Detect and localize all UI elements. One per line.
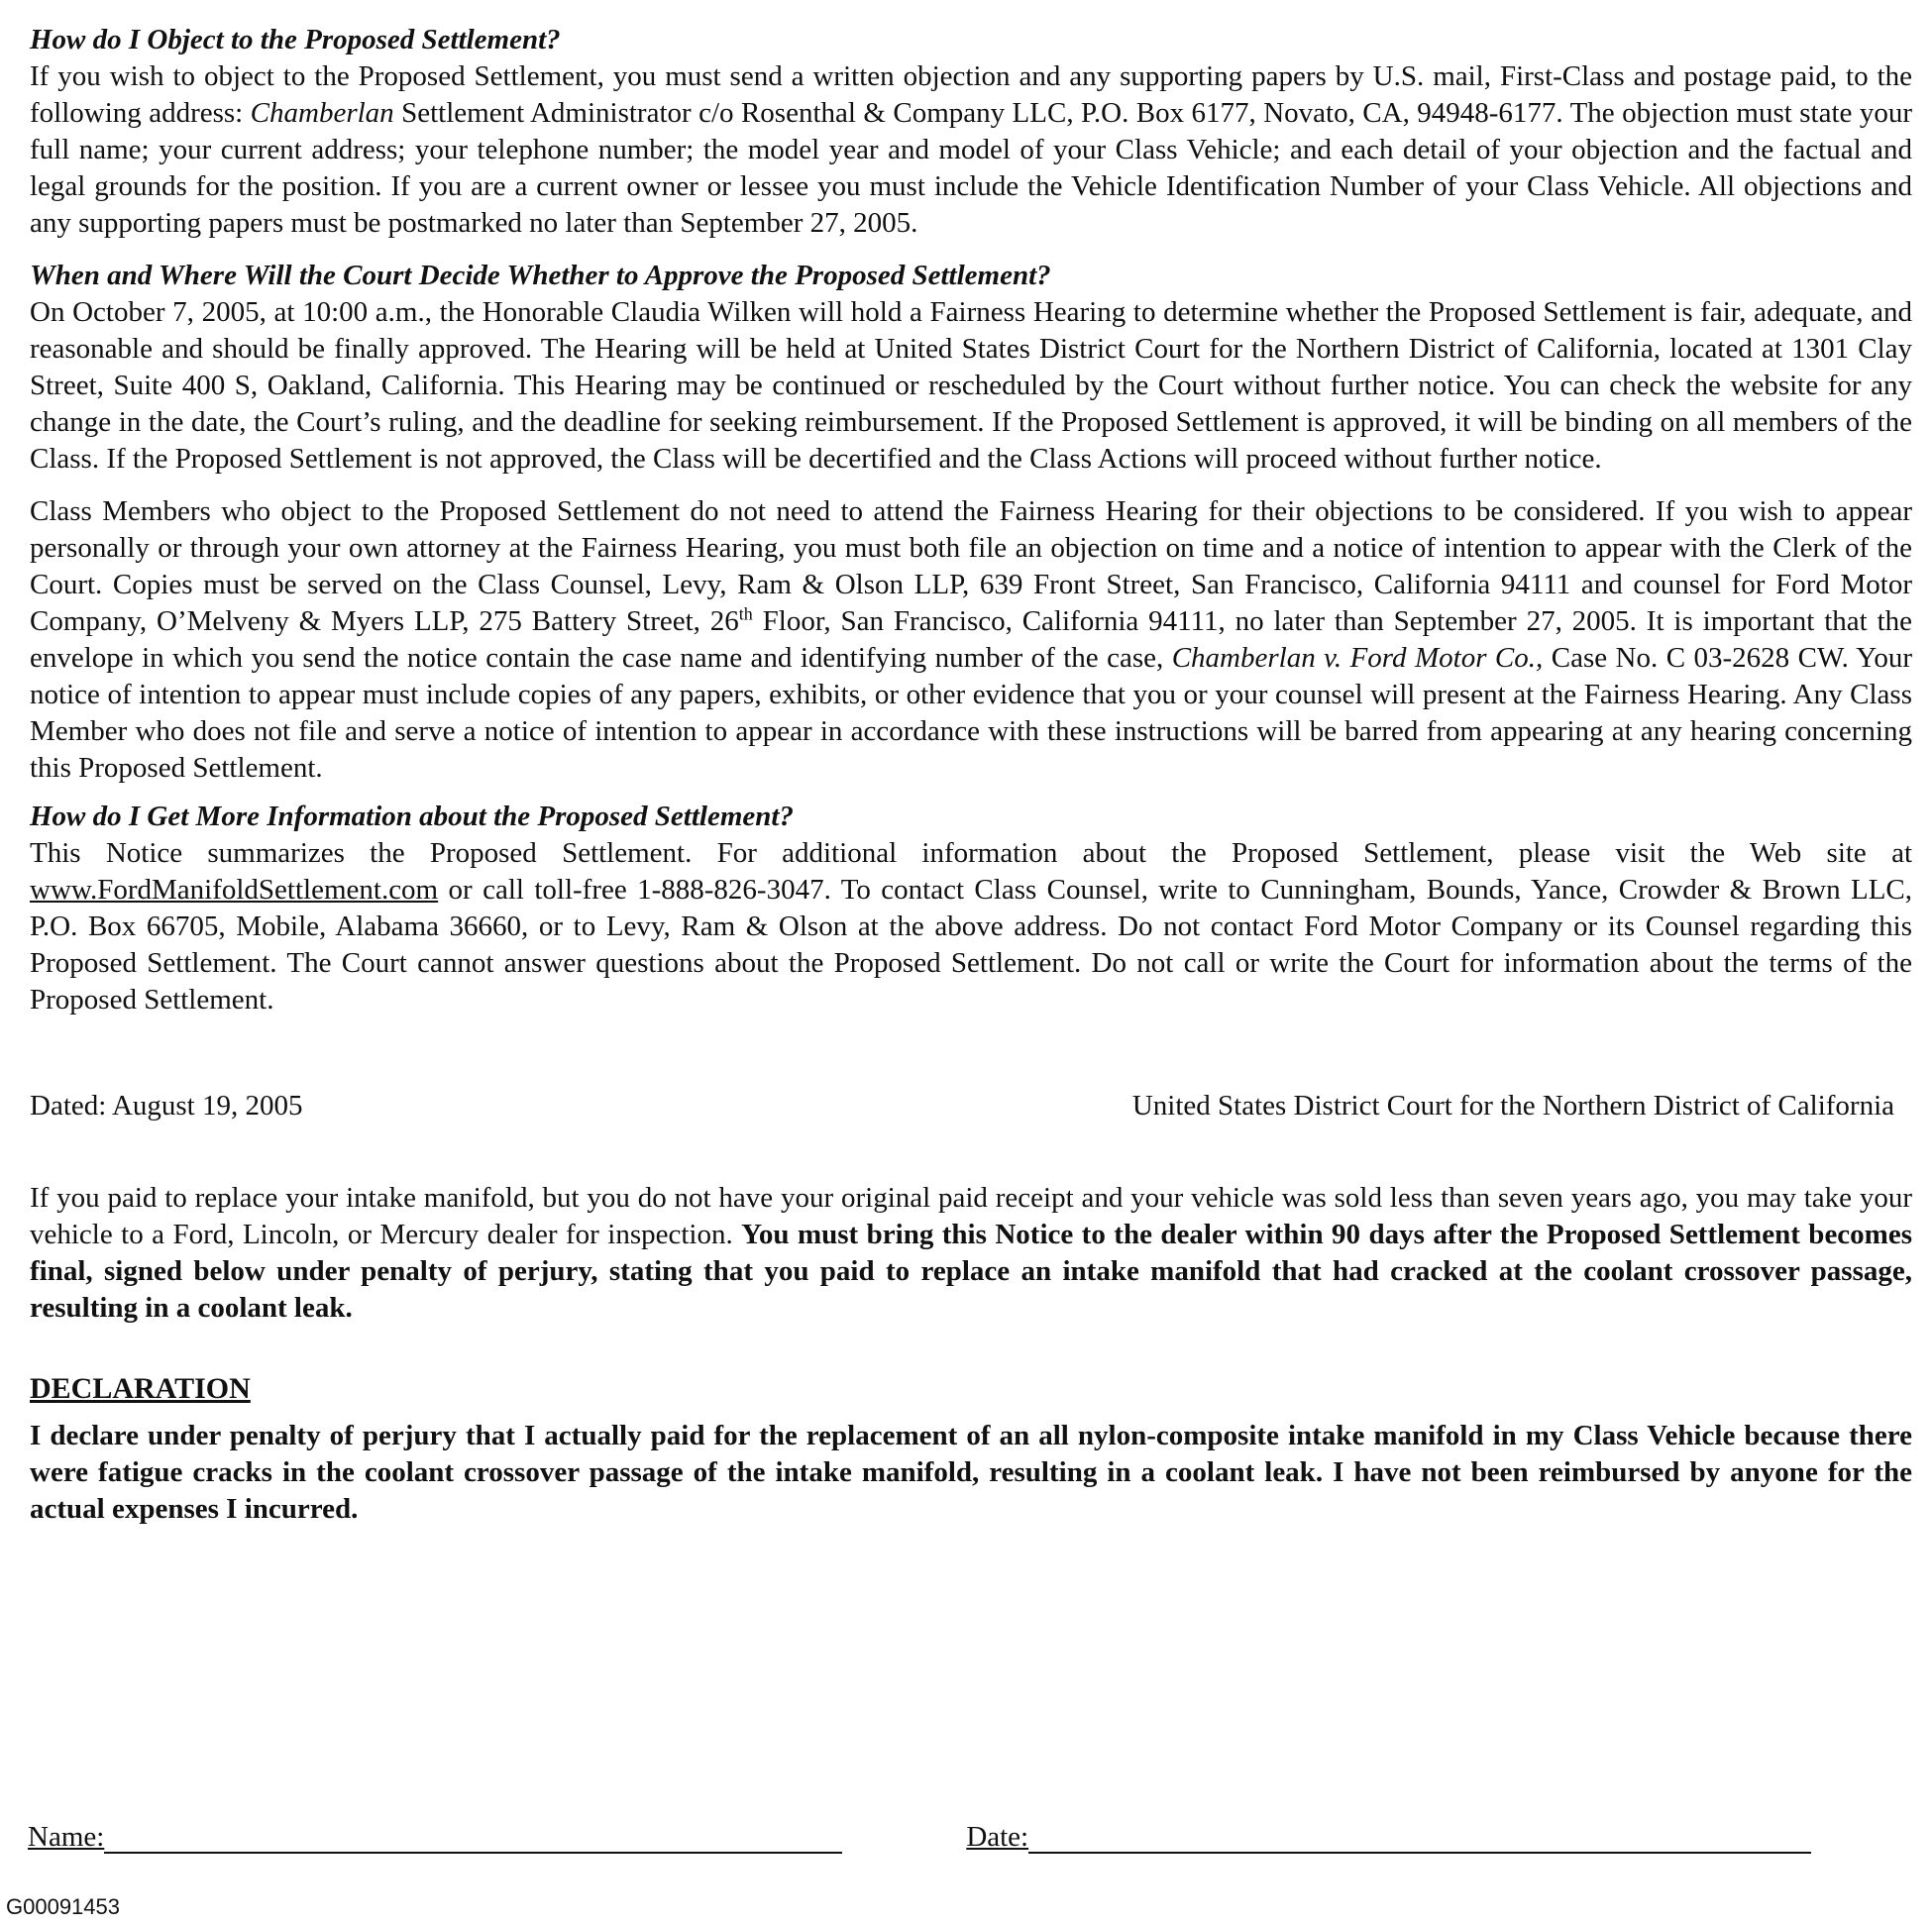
settlement-website-link[interactable]: www.FordManifoldSettlement.com: [30, 874, 439, 906]
court-name: United States District Court for the Northern District of California: [1131, 1090, 1894, 1122]
date-signature-field[interactable]: [966, 1821, 1811, 1854]
declaration-title: DECLARATION: [30, 1372, 251, 1405]
object-paragraph: If you wish to object to the Proposed Settlement, you must send a written objection and any supporting papers by U.S. mail, First-Class and postage paid, to the following address: Chamberlan Settlement Administrator c/o Rosenthal & Company LLC, P.O. Box 6177, Novato, CA, 94948-6177. The objection must state your full name; your current address; your telephone number; the model year and model of your Class Vehicle; and each detail of your objection and the factual and legal grounds for the position. If you are a current owner or lessee you must include the Vehicle Identification Number of your Class Vehicle. All objections and any supporting papers must be postmarked no later than September 27, 2005.: [30, 60, 1912, 239]
declaration-body: I declare under penalty of perjury that I actually paid for the replacement of an all nylon-composite intake manifold in my Class Vehicle because there were fatigue cracks in the coolant crossover passage of the intake manifold, resulting in a coolant leak. I have not been reimbursed by anyone for the actual expenses I incurred.: [30, 1420, 1912, 1525]
name-line[interactable]: [104, 1822, 842, 1854]
object-heading: How do I Object to the Proposed Settlement?: [30, 24, 561, 55]
name-signature-field[interactable]: [28, 1821, 842, 1854]
document-id: G00091453: [6, 1894, 120, 1919]
notice-page: [30, 22, 1912, 1528]
dated-text: Dated: August 19, 2005: [30, 1090, 303, 1122]
date-line[interactable]: [1028, 1822, 1811, 1854]
info-paragraph: This Notice summarizes the Proposed Settlement. For additional information about the Proposed Settlement, please visit the Web site at www.FordManifoldSettlement.com or call toll-free 1-888-826-3047. To contact Class Counsel, write to Cunningham, Bounds, Yance, Crowder & Brown LLC, P.O. Box 66705, Mobile, Alabama 36660, or to Levy, Ram & Olson at the above address. Do not contact Ford Motor Company or its Counsel regarding this Proposed Settlement. The Court cannot answer questions about the Proposed Settlement. Do not call or write the Court for information about the terms of the Proposed Settlement.: [30, 837, 1912, 1016]
signature-row: [28, 1821, 1771, 1854]
hearing-paragraph-2: Class Members who object to the Proposed Settlement do not need to attend the Fairness Hearing for their objections to be considered. If you wish to appear personally or through your own attorney at the Fairness Hearing, you must both file an objection on time and a notice of intention to appear with the Clerk of the Court. Copies must be served on the Class Counsel, Levy, Ram & Olson LLP, 639 Front Street, San Francisco, California 94111 and counsel for Ford Motor Company, O’Melveny & Myers LLP, 275 Battery Street, 26th Floor, San Francisco, California 94111, no later than September 27, 2005. It is important that the envelope in which you send the notice contain the case name and identifying number of the case, Chamberlan v. Ford Motor Co., Case No. C 03-2628 CW. Your notice of intention to appear must include copies of any papers, exhibits, or other evidence that you or your counsel will present at the Fairness Hearing. Any Class Member who does not file and serve a notice of intention to appear in accordance with these instructions will be barred from appearing at any hearing concerning this Proposed Settlement.: [30, 495, 1913, 784]
dated-row: [30, 1088, 1912, 1124]
info-heading: How do I Get More Information about the Proposed Settlement?: [30, 801, 794, 832]
hearing-heading: When and Where Will the Court Decide Whether to Approve the Proposed Settlement?: [30, 260, 1051, 291]
date-label: Date:: [966, 1821, 1029, 1853]
name-label: Name:: [28, 1821, 105, 1853]
receipt-paragraph: If you paid to replace your intake manifold, but you do not have your original paid receipt and your vehicle was sold less than seven years ago, you may take your vehicle to a Ford, Lincoln, or Mercury dealer for inspection. You must bring this Notice to the dealer within 90 days after the Proposed Settlement becomes final, signed below under penalty of perjury, stating that you paid to replace an intake manifold that had cracked at the coolant crossover passage, resulting in a coolant leak.: [30, 1182, 1912, 1324]
hearing-paragraph-1: On October 7, 2005, at 10:00 a.m., the Honorable Claudia Wilken will hold a Fairness Hearing to determine whether the Proposed Settlement is fair, adequate, and reasonable and should be finally approved. The Hearing will be held at United States District Court for the Northern District of California, located at 1301 Clay Street, Suite 400 S, Oakland, California. This Hearing may be continued or rescheduled by the Court without further notice. You can check the website for any change in the date, the Court’s ruling, and the deadline for seeking reimbursement. If the Proposed Settlement is approved, it will be binding on all members of the Class. If the Proposed Settlement is not approved, the Class will be decertified and the Class Actions will proceed without further notice.: [30, 296, 1912, 475]
